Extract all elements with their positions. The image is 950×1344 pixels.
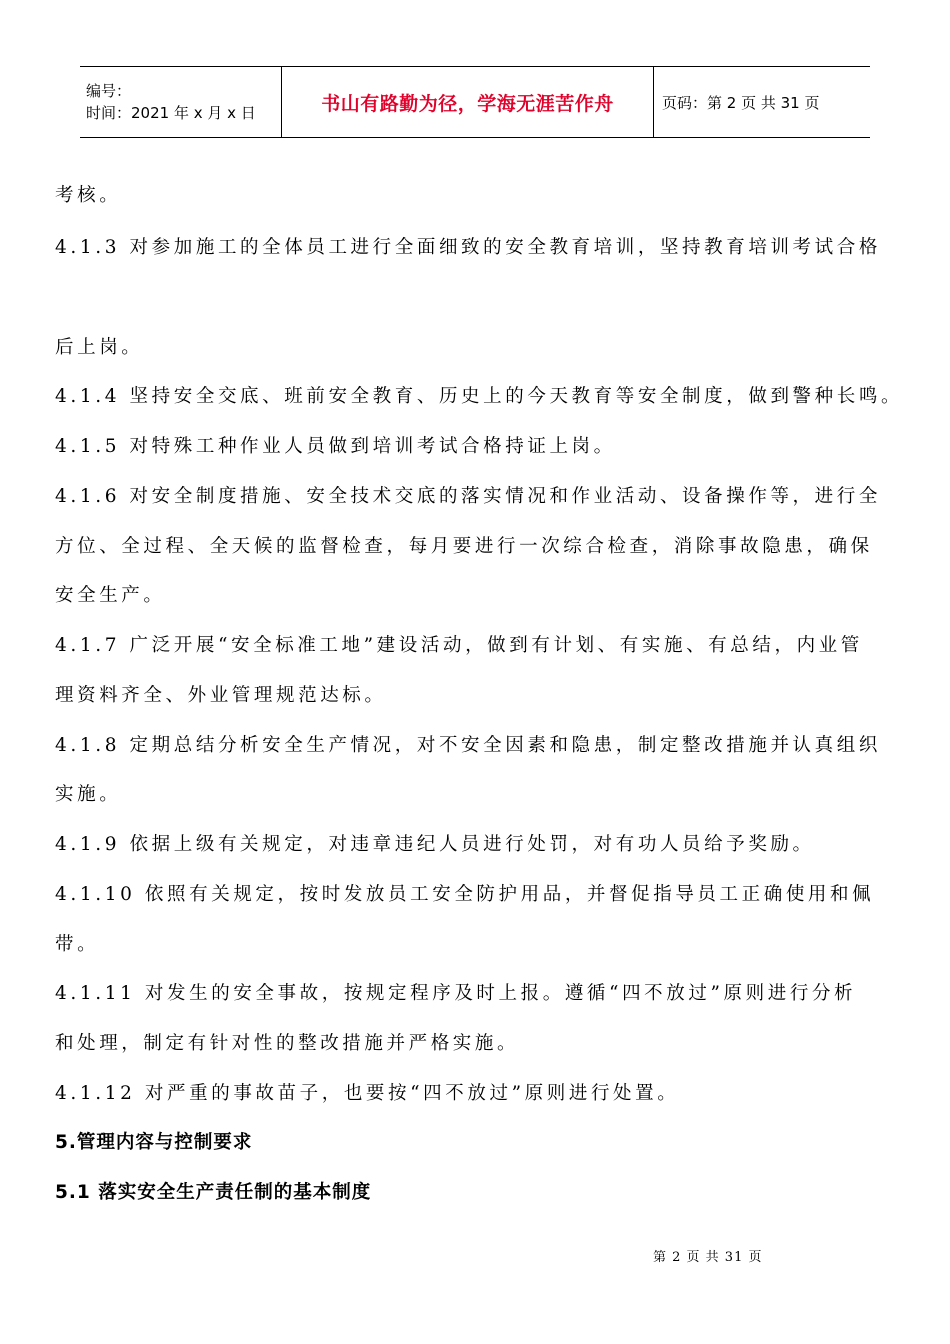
body-line: 考核。: [55, 185, 122, 206]
body-line: 4.1.3 对参加施工的全体员工进行全面细致的安全教育培训，坚持教育培训考试合格: [55, 237, 881, 258]
body-line: 安全生产。: [55, 585, 166, 606]
body-line: 后上岗。: [55, 337, 144, 358]
body-line: 4.1.10 依照有关规定，按时发放员工安全防护用品，并督促指导员工正确使用和佩: [55, 884, 875, 905]
section-heading-5-1: 5.1 落实安全生产责任制的基本制度: [55, 1182, 372, 1203]
header-left-cell: [80, 67, 282, 137]
body-line: 理资料齐全、外业管理规范达标。: [55, 685, 387, 706]
body-line: 4.1.5 对特殊工种作业人员做到培训考试合格持证上岗。: [55, 436, 616, 457]
body-line: 4.1.6 对安全制度措施、安全技术交底的落实情况和作业活动、设备操作等，进行全: [55, 486, 881, 507]
body-line: 4.1.4 坚持安全交底、班前安全教育、历史上的今天教育等安全制度，做到警种长鸣。: [55, 386, 904, 407]
body-line: 4.1.9 依据上级有关规定，对违章违纪人员进行处罚，对有功人员给予奖励。: [55, 834, 815, 855]
body-line: 4.1.11 对发生的安全事故，按规定程序及时上报。遵循“四不放过”原则进行分析: [55, 983, 857, 1004]
body-line: 4.1.8 定期总结分析安全生产情况，对不安全因素和隐患，制定整改措施并认真组织: [55, 735, 881, 756]
document-date: 时间：2021 年 x 月 x 日: [86, 104, 256, 122]
body-line: 4.1.12 对严重的事故苗子，也要按“四不放过”原则进行处置。: [55, 1083, 680, 1104]
body-line: 和处理，制定有针对性的整改措施并严格实施。: [55, 1033, 520, 1054]
body-line: 带。: [55, 934, 100, 955]
body-line: 实施。: [55, 784, 122, 805]
page-footer: 第 2 页 共 31 页: [653, 1250, 763, 1265]
header-page-cell: [654, 67, 870, 137]
body-line: 4.1.7 广泛开展“安全标准工地”建设活动，做到有计划、有实施、有总结，内业管: [55, 635, 863, 656]
header-motto-cell: [282, 67, 654, 137]
document-number-label: 编号：: [86, 82, 132, 100]
body-line: 方位、全过程、全天候的监督检查，每月要进行一次综合检查，消除事故隐患，确保: [55, 536, 873, 557]
header-motto: 书山有路勤为径，学海无涯苦作舟: [321, 92, 614, 115]
document-header: [80, 66, 870, 138]
header-page-info: 页码：第 2 页 共 31 页: [662, 93, 820, 112]
section-heading-5: 5.管理内容与控制要求: [55, 1132, 253, 1153]
